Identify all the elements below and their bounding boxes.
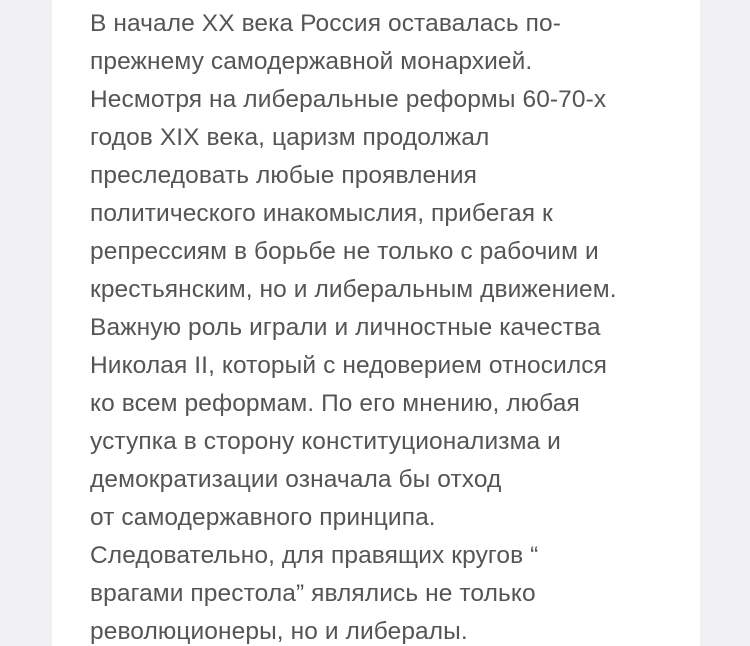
- text-line: Николая II, который с недоверием относился: [90, 352, 608, 379]
- text-line: прежнему самодержавной монархией.: [90, 48, 533, 75]
- text-line: врагами престола” являлись не только: [90, 580, 536, 607]
- text-line: годов XIX века, царизм продолжал: [90, 124, 490, 151]
- text-line: ко всем реформам. По его мнению, любая: [90, 390, 580, 417]
- text-line: В начале ХХ века Россия оставалась по-: [90, 10, 561, 37]
- text-line: демократизации означала бы отход: [90, 466, 502, 493]
- text-line: от самодержавного принципа.: [90, 504, 436, 531]
- text-line: репрессиям в борьбе не только с рабочим и: [90, 238, 599, 265]
- document-body-text: [90, 5, 690, 646]
- text-line: политического инакомыслия, прибегая к: [90, 200, 553, 227]
- text-line: Несмотря на либеральные реформы 60-70-х: [90, 86, 607, 113]
- text-line: преследовать любые проявления: [90, 162, 477, 189]
- text-line: Следовательно, для правящих кругов “: [90, 542, 539, 569]
- document-page: [52, 0, 700, 646]
- text-line: революционеры, но и либералы.: [90, 618, 468, 645]
- text-line: крестьянским, но и либеральным движением.: [90, 276, 617, 303]
- text-line: уступка в сторону конституционализма и: [90, 428, 561, 455]
- text-line: Важную роль играли и личностные качества: [90, 314, 601, 341]
